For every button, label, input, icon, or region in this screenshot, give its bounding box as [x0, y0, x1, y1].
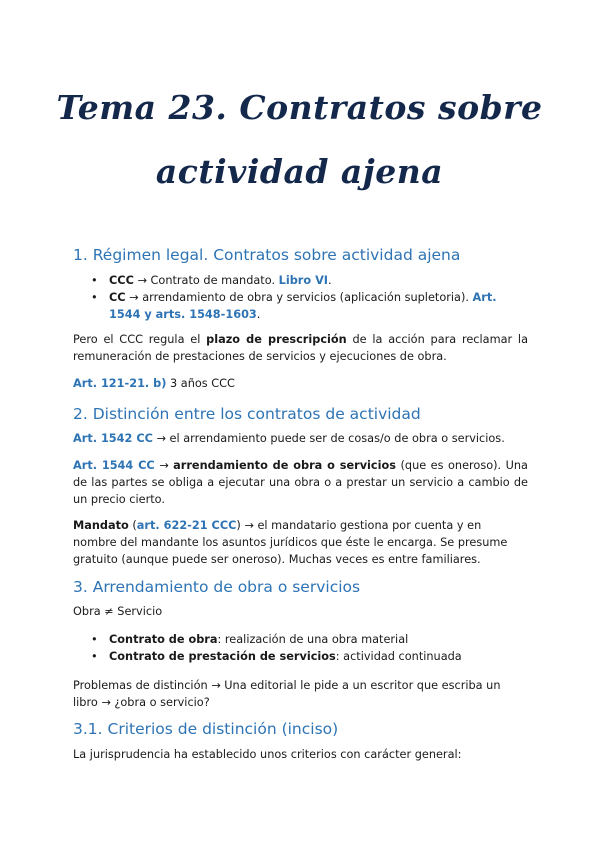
text: → Contrato de mandato.: [133, 274, 279, 287]
bullet-icon: •: [91, 650, 98, 663]
term: Contrato de prestación de servicios: [109, 650, 336, 663]
text: .: [256, 308, 261, 321]
text: → arrendamiento de obra y servicios (aplicación supletoria).: [125, 291, 473, 304]
section-3-list: [73, 631, 528, 665]
document-title: [40, 76, 559, 204]
bullet-icon: •: [91, 274, 98, 287]
text: : realización de una obra material: [217, 633, 409, 646]
term: arrendamiento de obra o servicios: [173, 459, 396, 472]
section-2-heading: 2. Distinción entre los contratos de actividad: [73, 405, 421, 423]
term: CCC: [109, 274, 134, 287]
bullet-icon: •: [91, 633, 98, 646]
section-1-list: [73, 272, 528, 323]
reference: Art. 1544 y arts. 1548-1603: [109, 291, 497, 321]
text: ) → el mandatario gestiona por cuenta y en nombre del mandante los asuntos jurídicos que éste le encarga. Se presume gratuito (aunque puede ser oneroso). Muchas veces es entre familiares.: [73, 519, 508, 566]
list-item: [73, 289, 528, 323]
paragraph: [73, 430, 528, 447]
title-line-1: Tema 23. Contratos sobre: [56, 88, 543, 127]
text: →: [154, 459, 174, 472]
text: Pero el CCC regula el: [73, 333, 207, 346]
text: → el arrendamiento puede ser de cosas/o de obra o servicios.: [152, 432, 505, 445]
term: Contrato de obra: [109, 633, 218, 646]
text: .: [328, 274, 332, 287]
paragraph: [73, 517, 528, 568]
reference: Art. 121-21. b): [73, 377, 167, 390]
term: Mandato: [73, 519, 129, 532]
reference: Libro VI: [278, 274, 329, 287]
reference: Art. 1542 CC: [73, 432, 153, 445]
term: CC: [109, 291, 126, 304]
text: (: [128, 519, 137, 532]
bullet-icon: •: [91, 291, 98, 304]
reference: Art. 1544 CC: [73, 459, 155, 472]
paragraph: [73, 331, 528, 365]
paragraph: [73, 375, 528, 392]
paragraph: Obra ≠ Servicio: [73, 605, 163, 618]
paragraph: [73, 457, 528, 508]
title-line-2: actividad ajena: [155, 152, 444, 191]
paragraph: La jurisprudencia ha establecido unos criterios con carácter general:: [73, 748, 462, 761]
text: de la acción para reclamar la remuneración de prestaciones de servicios y ejecuciones de obra.: [73, 333, 528, 363]
list-item: [73, 272, 528, 289]
term: plazo de prescripción: [206, 333, 347, 346]
section-1-heading: 1. Régimen legal. Contratos sobre actividad ajena: [73, 246, 461, 264]
section-3-heading: 3. Arrendamiento de obra o servicios: [73, 578, 361, 596]
list-item: [73, 631, 528, 648]
text: 3 años CCC: [166, 377, 235, 390]
text: (que es oneroso). Una de las partes se obliga a ejecutar una obra o a prestar un servicio a cambio de un precio cierto.: [73, 459, 528, 506]
section-3-1-heading: 3.1. Criterios de distinción (inciso): [73, 720, 339, 738]
paragraph: Problemas de distinción → Una editorial le pide a un escritor que escriba un libro → ¿obra o servicio?: [73, 679, 501, 709]
list-item: [73, 648, 528, 665]
reference: art. 622-21 CCC: [136, 519, 237, 532]
text: : actividad continuada: [335, 650, 462, 663]
